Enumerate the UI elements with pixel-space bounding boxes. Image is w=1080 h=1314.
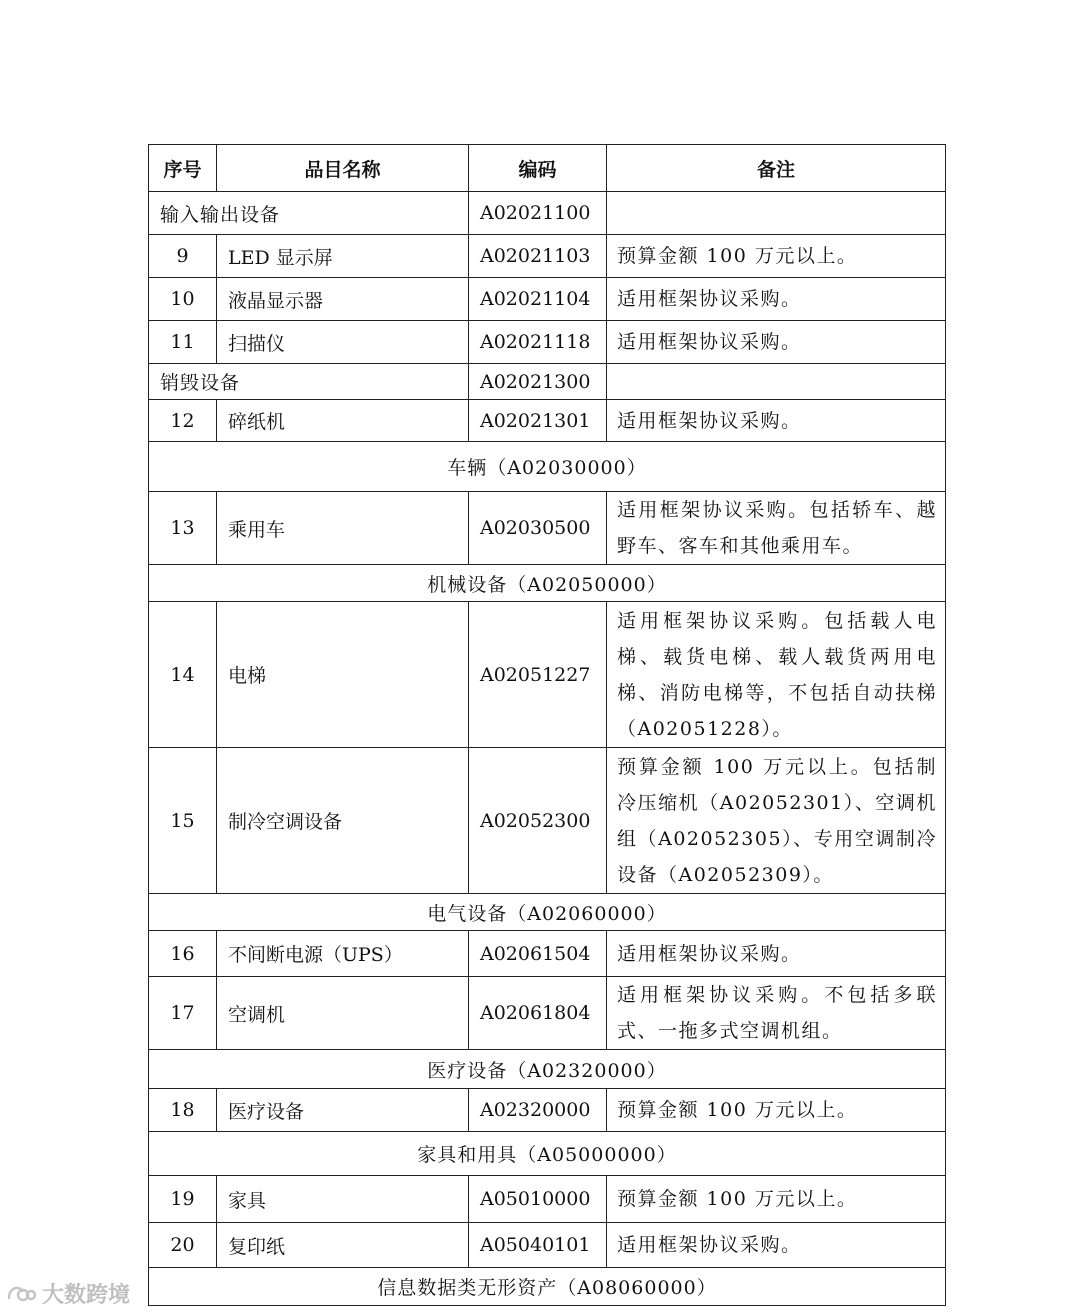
category-name: 销毁设备 — [149, 364, 469, 400]
row-code: A02021103 — [469, 235, 607, 278]
row-name: 家具 — [217, 1176, 469, 1223]
table-row — [149, 931, 946, 977]
section-row — [149, 442, 946, 492]
row-code: A02021104 — [469, 278, 607, 321]
row-note: 适用框架协议采购。 — [607, 400, 946, 442]
header-code: 编码 — [469, 145, 607, 192]
row-code: A02051227 — [469, 602, 607, 748]
row-name: 扫描仪 — [217, 321, 469, 364]
row-seq: 13 — [149, 492, 217, 565]
row-code: A02030500 — [469, 492, 607, 565]
section-title: 电气设备（A02060000） — [149, 894, 946, 931]
row-note: 适用框架协议采购。 — [607, 278, 946, 321]
header-seq: 序号 — [149, 145, 217, 192]
row-name: 不间断电源（UPS） — [217, 931, 469, 977]
category-code: A02021100 — [469, 192, 607, 235]
table-row — [149, 1089, 946, 1132]
row-note: 预算金额 100 万元以上。包括制冷压缩机（A02052301）、空调机组（A02052305）、专用空调制冷设备（A02052309）。 — [607, 748, 946, 894]
section-title: 家具和用具（A05000000） — [149, 1132, 946, 1176]
row-seq: 10 — [149, 278, 217, 321]
table-header-row — [149, 145, 946, 192]
row-seq: 16 — [149, 931, 217, 977]
watermark-text: 大数跨境 — [42, 1282, 131, 1308]
row-name: 乘用车 — [217, 492, 469, 565]
section-title: 车辆（A02030000） — [149, 442, 946, 492]
row-note: 适用框架协议采购。包括轿车、越野车、客车和其他乘用车。 — [607, 492, 946, 565]
watermark — [6, 1278, 130, 1308]
header-name: 品目名称 — [217, 145, 469, 192]
table-row — [149, 1176, 946, 1223]
row-name: 医疗设备 — [217, 1089, 469, 1132]
row-code: A05040101 — [469, 1223, 607, 1268]
section-row — [149, 1050, 946, 1089]
logo-icon — [6, 1282, 36, 1304]
table-row — [149, 235, 946, 278]
category-code: A02021300 — [469, 364, 607, 400]
row-note: 适用框架协议采购。 — [607, 931, 946, 977]
row-code: A05010000 — [469, 1176, 607, 1223]
table-row — [149, 321, 946, 364]
row-note: 预算金额 100 万元以上。 — [607, 235, 946, 278]
row-name: LED 显示屏 — [217, 235, 469, 278]
row-name: 制冷空调设备 — [217, 748, 469, 894]
table-row — [149, 602, 946, 748]
table-row — [149, 977, 946, 1050]
category-name: 输入输出设备 — [149, 192, 469, 235]
row-name: 空调机 — [217, 977, 469, 1050]
row-name: 复印纸 — [217, 1223, 469, 1268]
header-note: 备注 — [607, 145, 946, 192]
row-note: 适用框架协议采购。 — [607, 1223, 946, 1268]
row-code: A02052300 — [469, 748, 607, 894]
row-seq: 20 — [149, 1223, 217, 1268]
row-note: 适用框架协议采购。不包括多联式、一拖多式空调机组。 — [607, 977, 946, 1050]
section-row — [149, 1132, 946, 1176]
section-title: 医疗设备（A02320000） — [149, 1050, 946, 1089]
row-note: 预算金额 100 万元以上。 — [607, 1176, 946, 1223]
table-row — [149, 492, 946, 565]
section-row — [149, 894, 946, 931]
section-title: 机械设备（A02050000） — [149, 565, 946, 602]
row-note: 预算金额 100 万元以上。 — [607, 1089, 946, 1132]
row-name: 液晶显示器 — [217, 278, 469, 321]
row-seq: 11 — [149, 321, 217, 364]
row-seq: 15 — [149, 748, 217, 894]
row-note: 适用框架协议采购。包括载人电梯、载货电梯、载人载货两用电梯、消防电梯等，不包括自动扶梯（A02051228）。 — [607, 602, 946, 748]
row-seq: 17 — [149, 977, 217, 1050]
section-row — [149, 565, 946, 602]
category-row — [149, 364, 946, 400]
section-row — [149, 1268, 946, 1306]
row-name: 碎纸机 — [217, 400, 469, 442]
section-title: 信息数据类无形资产（A08060000） — [149, 1268, 946, 1306]
row-seq: 9 — [149, 235, 217, 278]
row-seq: 18 — [149, 1089, 217, 1132]
row-seq: 12 — [149, 400, 217, 442]
row-code: A02021118 — [469, 321, 607, 364]
row-code: A02061804 — [469, 977, 607, 1050]
category-note — [607, 364, 946, 400]
table-row — [149, 1223, 946, 1268]
category-note — [607, 192, 946, 235]
table-row — [149, 748, 946, 894]
row-code: A02320000 — [469, 1089, 607, 1132]
row-code: A02021301 — [469, 400, 607, 442]
category-row — [149, 192, 946, 235]
table-row — [149, 400, 946, 442]
row-code: A02061504 — [469, 931, 607, 977]
procurement-catalog-table — [148, 144, 946, 1306]
row-seq: 14 — [149, 602, 217, 748]
table-row — [149, 278, 946, 321]
row-note: 适用框架协议采购。 — [607, 321, 946, 364]
row-name: 电梯 — [217, 602, 469, 748]
row-seq: 19 — [149, 1176, 217, 1223]
